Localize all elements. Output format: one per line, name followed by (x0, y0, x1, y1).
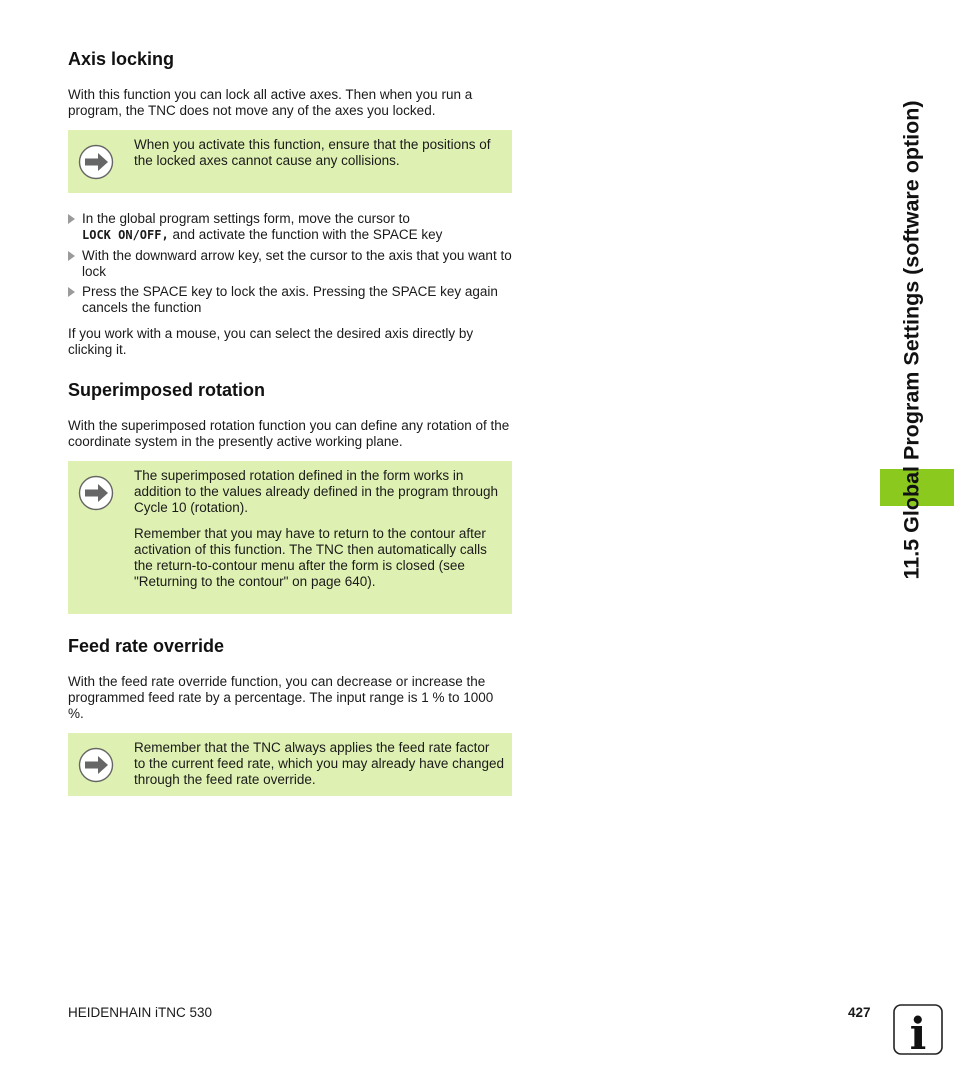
info-icon (893, 1004, 943, 1055)
triangle-bullet-icon (68, 287, 75, 297)
note-text: When you activate this function, ensure that the positions of the locked axes cannot cause any collisions. (134, 137, 491, 168)
note-paragraph-1: The superimposed rotation defined in the form works in addition to the values already defined in the program through Cycle 10 (rotation). (134, 468, 498, 515)
note-paragraph-2: Remember that you may have to return to the contour after activation of this function. The TNC then automatically calls the return-to-contour menu after the form is closed (see "Returning to the contour" on page 640). (134, 526, 487, 589)
note-box-feed-rate (68, 733, 512, 796)
softkey-code: LOCK ON/OFF, (82, 228, 169, 242)
triangle-bullet-icon (68, 251, 75, 261)
note-box-axis-locking (68, 130, 512, 193)
arrow-right-icon (78, 144, 114, 180)
triangle-bullet-icon (68, 214, 75, 224)
section-title-superimposed-rotation: Superimposed rotation (68, 380, 266, 400)
feed-rate-intro: With the feed rate override function, you can decrease or increase the programmed feed rate by a percentage. The input range is 1 % to 1000 %. (68, 674, 494, 721)
axis-locking-intro: With this function you can lock all active axes. Then when you run a program, the TNC does not move any of the axes you locked. (68, 87, 473, 118)
page-number: 427 (848, 1005, 871, 1020)
rotation-intro: With the superimposed rotation function you can define any rotation of the coordinate system in the presently active working plane. (68, 418, 510, 449)
section-title-axis-locking: Axis locking (68, 49, 175, 69)
step-1-text: In the global program settings form, move the cursor to (82, 211, 410, 226)
step-1-suffix: and activate the function with the SPACE key (168, 227, 443, 242)
step-3-text: Press the SPACE key to lock the axis. Pressing the SPACE key again cancels the function (82, 284, 498, 315)
chapter-side-title: 11.5 Global Program Settings (software option) (899, 100, 924, 580)
section-title-feed-rate-override: Feed rate override (68, 636, 225, 656)
footer-product-name: HEIDENHAIN iTNC 530 (68, 1005, 213, 1020)
note-text: Remember that the TNC always applies the feed rate factor to the current feed rate, which you may already have changed through the feed rate override. (134, 740, 504, 787)
arrow-right-icon (78, 747, 114, 783)
mouse-paragraph: If you work with a mouse, you can select the desired axis directly by clicking it. (68, 326, 474, 357)
step-2-text: With the downward arrow key, set the cursor to the axis that you want to lock (82, 248, 512, 279)
note-box-rotation (68, 461, 512, 614)
arrow-right-icon (78, 475, 114, 511)
note-text (134, 468, 504, 590)
info-icon-letter: i (909, 1009, 927, 1055)
